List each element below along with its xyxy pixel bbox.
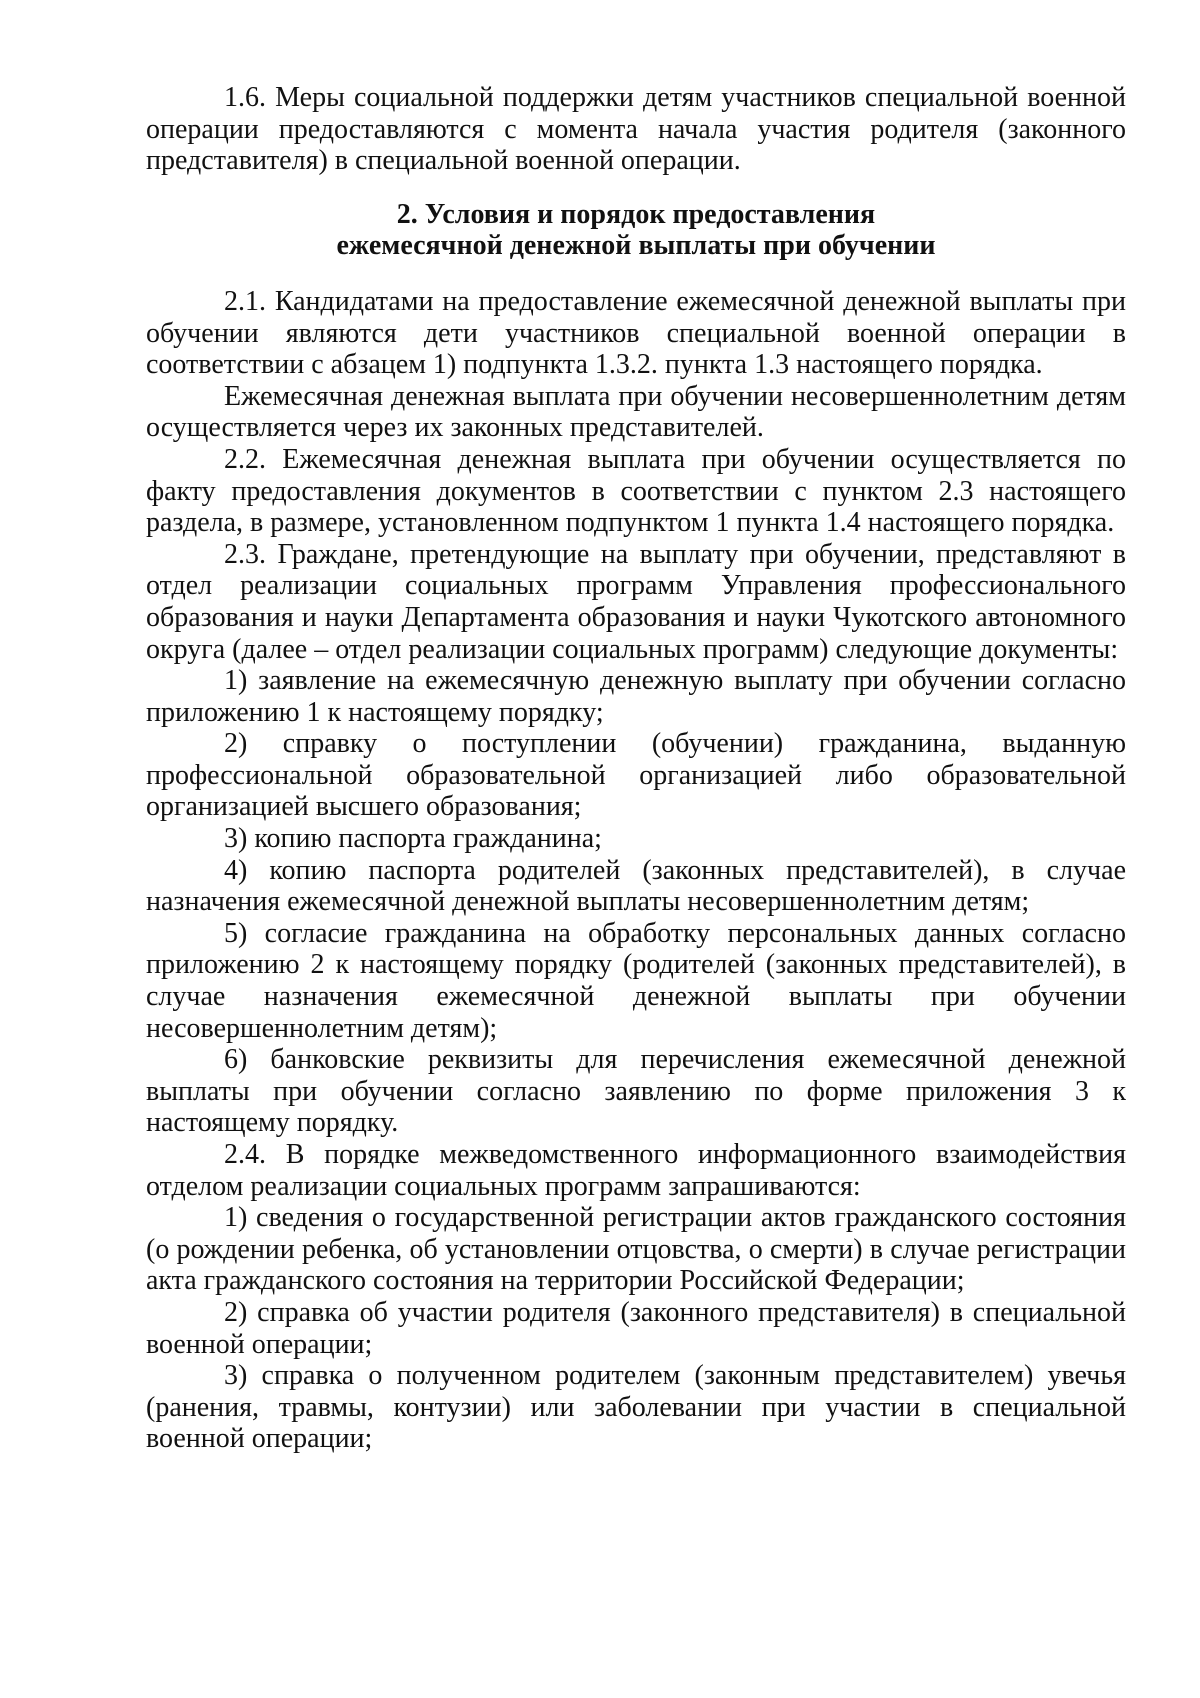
list-item-2-3-1: 1) заявление на ежемесячную денежную выплату при обучении согласно приложению 1 к настоящему порядку; — [146, 665, 1126, 728]
list-item-2-3-6: 6) банковские реквизиты для перечисления ежемесячной денежной выплаты при обучении согласно заявлению по форме приложения 3 к настоящему порядку. — [146, 1044, 1126, 1139]
paragraph-2-4: 2.4. В порядке межведомственного информационного взаимодействия отделом реализации социальных программ запрашиваются: — [146, 1139, 1126, 1202]
list-item-2-3-3: 3) копию паспорта гражданина; — [224, 823, 602, 855]
section-2-heading-line-2: ежемесячной денежной выплаты при обучении — [336, 230, 936, 262]
paragraph-2-2: 2.2. Ежемесячная денежная выплата при обучении осуществляется по факту предоставления документов в соответствии с пунктом 2.3 настоящего раздела, в размере, установленном подпунктом 1 пункта 1.4 настоящего порядка. — [146, 443, 1126, 539]
paragraph-2-1: 2.1. Кандидатами на предоставление ежемесячной денежной выплаты при обучении являются дети участников специальной военной операции в соответствии с абзацем 1) подпункта 1.3.2. пункта 1.3 настоящего порядка. — [146, 285, 1126, 381]
section-2-heading-line-1: 2. Условия и порядок предоставления — [396, 198, 876, 230]
list-item-2-4-2: 2) справка об участии родителя (законного представителя) в специальной военной операции; — [146, 1296, 1126, 1360]
paragraph-2-1-b: Ежемесячная денежная выплата при обучении несовершеннолетним детям осуществляется через их законных представителей. — [146, 380, 1126, 444]
document-page — [146, 82, 1126, 1455]
list-item-2-4-1: 1) сведения о государственной регистрации актов гражданского состояния (о рождении ребенка, об установлении отцовства, о смерти) в случае регистрации акта гражданского состояния на территории Российской Федерации; — [146, 1202, 1126, 1297]
list-item-2-4-3: 3) справка о полученном родителем (законным представителем) увечья (ранения, травмы, контузии) или заболевании при участии в специальной военной операции; — [146, 1360, 1126, 1455]
list-item-2-3-5: 5) согласие гражданина на обработку персональных данных согласно приложению 2 к настоящему порядку (родителей (законных представителей), в случае назначения ежемесячной денежной выплаты при обучении несовершеннолетним детям); — [146, 917, 1126, 1044]
section-2-heading — [146, 199, 1126, 262]
list-item-2-3-2: 2) справку о поступлении (обучении) гражданина, выданную профессиональной образовательной организацией либо образовательной организацией высшего образования; — [146, 728, 1126, 823]
list-item-2-3-4: 4) копию паспорта родителей (законных представителей), в случае назначения ежемесячной денежной выплаты несовершеннолетним детям; — [146, 854, 1126, 918]
paragraph-2-3: 2.3. Граждане, претендующие на выплату при обучении, представляют в отдел реализации социальных программ Управления профессионального образования и науки Департамента образования и науки Чукотского автономного округа (далее – отдел реализации социальных программ) следующие документы: — [146, 538, 1126, 665]
paragraph-1-6: 1.6. Меры социальной поддержки детям участников специальной военной операции предоставляются с момента начала участия родителя (законного представителя) в специальной военной операции. — [146, 82, 1126, 177]
